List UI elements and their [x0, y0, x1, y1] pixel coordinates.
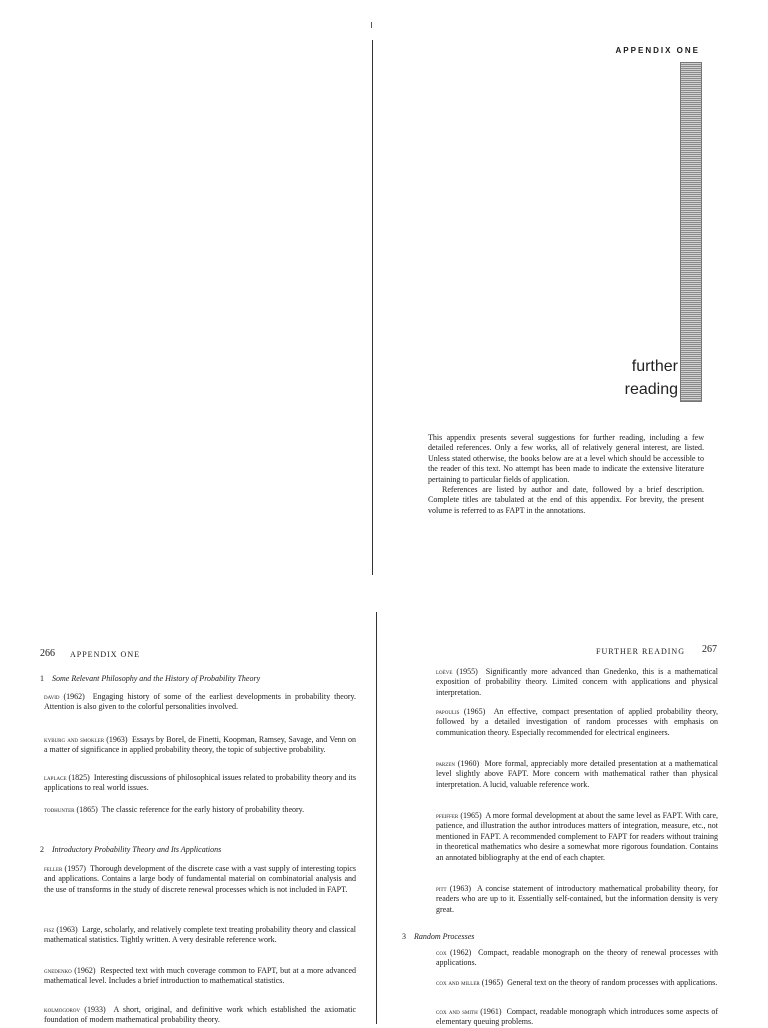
entry-year: (1961)	[480, 1007, 502, 1016]
right-page-number: 267	[702, 644, 717, 655]
entry-year: (1962)	[449, 948, 472, 957]
intro-paragraph-2: References are listed by author and date, followed by a brief description. Complete titles are tabulated at the end of this appendix. For brevity, the present volume is referred to as FAPT in the annotations.	[428, 485, 704, 515]
entry-author: kolmogorov	[44, 1005, 81, 1014]
reference-entry	[44, 966, 356, 987]
reference-entry	[44, 735, 356, 756]
entry-year: (1960)	[457, 759, 480, 768]
title-line-2: reading	[624, 381, 678, 398]
entry-author: pfeiffer	[436, 811, 459, 820]
reference-entry	[436, 707, 718, 738]
left-running-head: APPENDIX ONE	[70, 650, 140, 659]
reference-entry	[44, 805, 356, 815]
section-number: 1	[40, 674, 44, 683]
entry-text: Essays by Borel, de Finetti, Koopman, Ramsey, Savage, and Venn on a matter of significance in applied probability theory, the topic of subjective probability.	[44, 735, 357, 755]
entry-author: fisz	[44, 925, 55, 934]
right-running-head: FURTHER READING	[596, 647, 685, 656]
entry-text: Interesting discussions of philosophical issues related to probability theory and its applications to real world issues.	[44, 773, 357, 793]
entry-year: (1965)	[463, 707, 486, 716]
spread-gutter-line	[376, 612, 377, 1024]
entry-author: papoulis	[436, 707, 460, 716]
entry-text: Compact, readable monograph on the theory of renewal processes with applications.	[436, 948, 719, 968]
entry-author: kyburg and smokler	[44, 735, 105, 744]
entry-text: More formal, appreciably more detailed presentation at a mathematical level slightly above FAPT. More concern with mathematical rather than physical interpretation. A lucid, valuable reference work.	[436, 759, 719, 789]
intro-text	[428, 433, 704, 516]
entry-year: (1962)	[63, 692, 85, 701]
reference-entry	[436, 759, 718, 790]
section-number: 2	[40, 845, 44, 854]
entry-author: todhunter	[44, 805, 75, 814]
section-heading-3	[402, 932, 474, 941]
reference-entry	[44, 925, 356, 946]
entry-author: loève	[436, 667, 453, 676]
entry-author: feller	[44, 864, 63, 873]
entry-author: cox and smith	[436, 1007, 478, 1016]
reference-entry	[436, 884, 718, 915]
entry-year: (1957)	[64, 864, 86, 873]
reference-entry	[44, 864, 356, 895]
entry-year: (1963)	[56, 925, 78, 934]
entry-year: (1825)	[68, 773, 90, 782]
reference-entry	[436, 811, 718, 863]
entry-text: Respected text with much coverage common to FAPT, but at a more advanced mathematical level. Includes a brief introduction to mathematical statistics.	[44, 966, 357, 986]
page-title	[625, 355, 678, 401]
entry-text: Significantly more advanced than Gnedenko, this is a mathematical exposition of probability theory. Limited concern with applications and physical interpretation.	[436, 667, 719, 697]
entry-year: (1865)	[76, 805, 98, 814]
top-gutter-line	[372, 40, 373, 575]
reference-entry	[436, 667, 718, 698]
decorative-stripe	[680, 62, 702, 402]
entry-author: david	[44, 692, 60, 701]
entry-author: cox	[436, 948, 447, 957]
section-title: Random Processes	[414, 932, 475, 941]
entry-year: (1963)	[449, 884, 472, 893]
title-line-1: further	[631, 358, 678, 375]
intro-paragraph-1: This appendix presents several suggestions for further reading, including a few detailed references. Only a few works, all of relatively general interest, are listed. Unless stated otherwise, the books below are at a level which should be accessible to the reader of this text. No attempt has been made to indicate the extensive literature pertaining to particular fields of application.	[428, 433, 704, 484]
appendix-label: APPENDIX ONE	[615, 46, 700, 55]
entry-text: The classic reference for the early history of probability theory.	[101, 805, 305, 814]
reference-entry	[44, 692, 356, 713]
entry-text: Large, scholarly, and relatively complete text treating probability theory and classical mathematical statistics. Tightly written. A very desirable reference work.	[44, 925, 357, 945]
section-title: Introductory Probability Theory and Its Applications	[52, 845, 222, 854]
reference-entry	[436, 978, 718, 988]
entry-text: A short, original, and definitive work which established the axiomatic foundation of modern mathematical probability theory.	[44, 1005, 357, 1025]
reference-entry	[436, 1007, 718, 1028]
reference-entry	[44, 773, 356, 794]
entry-year: (1963)	[106, 735, 128, 744]
entry-year: (1962)	[74, 966, 96, 975]
entry-year: (1955)	[456, 667, 478, 676]
entry-text: General text on the theory of random processes with applications.	[507, 978, 718, 987]
entry-author: parzen	[436, 759, 455, 768]
entry-author: laplace	[44, 773, 67, 782]
section-heading-2	[40, 845, 221, 854]
entry-author: gnedenko	[44, 966, 72, 975]
entry-author: pitt	[436, 884, 447, 893]
entry-author: cox and miller	[436, 978, 480, 987]
section-heading-1	[40, 674, 260, 683]
gutter-tick	[371, 22, 372, 28]
entry-year: (1965)	[460, 811, 482, 820]
entry-text: A more formal development at about the same level as FAPT. With care, patience, and illustration the author introduces matters of integration, measure, etc., not mentioned in FAPT. A recommended complement to FAPT for readers without training in theoretical mathematics who desire a somewhat more rigorous foundation. Contains an annotated bibliography at the end of each chapter.	[436, 811, 719, 862]
section-number: 3	[402, 932, 406, 941]
left-page-number: 266	[40, 648, 55, 659]
entry-text: Compact, readable monograph which introduces some aspects of elementary queuing problems.	[436, 1007, 719, 1027]
section-title: Some Relevant Philosophy and the History of Probability Theory	[52, 674, 261, 683]
reference-entry	[436, 948, 718, 969]
entry-year: (1965)	[481, 978, 504, 987]
entry-text: An effective, compact presentation of applied probability theory, followed by a detailed investigation of random processes with emphasis on communication theory. Especially recommended for electrical engineers.	[436, 707, 718, 737]
reference-entry	[44, 1005, 356, 1026]
entry-year: (1933)	[84, 1005, 106, 1014]
entry-text: Thorough development of the discrete case with a vast supply of interesting topics and applications. Contains a large body of fundamental material on combinatorial analysis and the use of transforms in the study of discrete renewal processes which is not included in FAPT.	[44, 864, 357, 894]
entry-text: A concise statement of introductory mathematical probability theory, for readers who are up to it. Essentially self-contained, but the information density is very great.	[436, 884, 719, 914]
entry-text: Engaging history of some of the earliest developments in probability theory. Attention is also given to the colorful personalities involved.	[44, 692, 357, 712]
